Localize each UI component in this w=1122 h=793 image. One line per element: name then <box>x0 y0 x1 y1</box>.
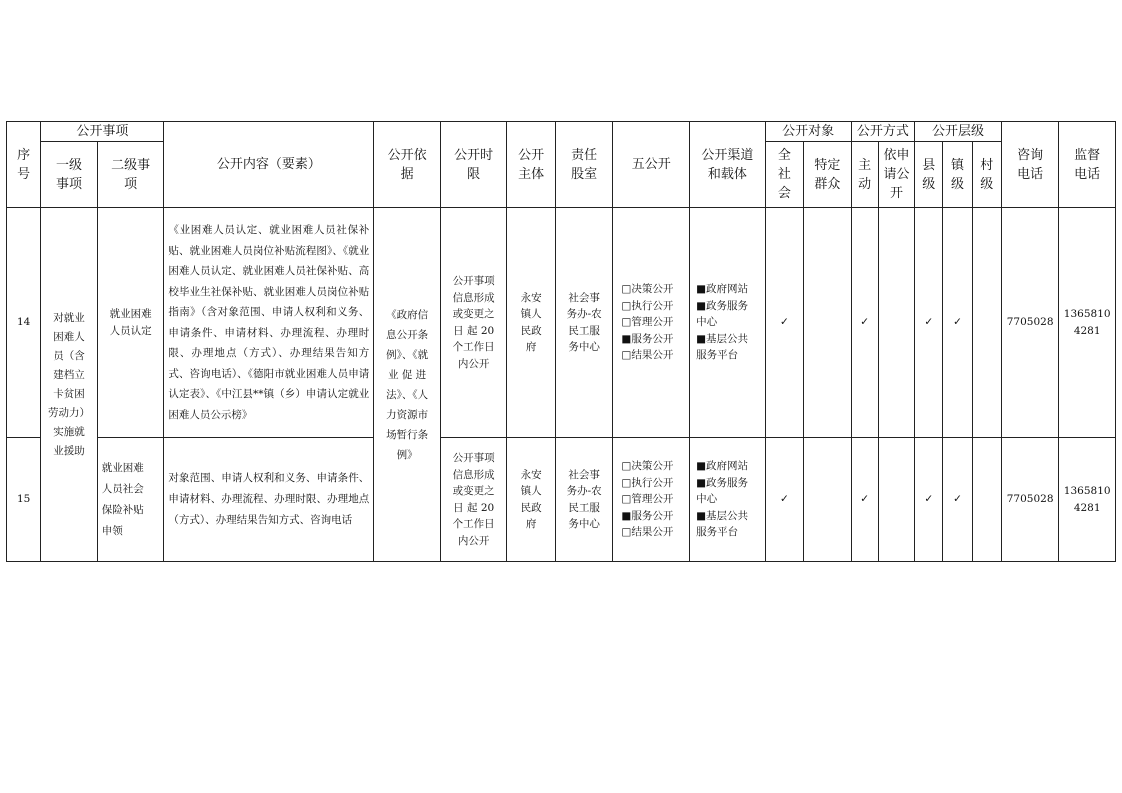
header-five: 五公开 <box>613 122 690 208</box>
header-group-target: 公开对象 <box>765 122 851 142</box>
header-supervise-phone: 监督 电话 <box>1059 122 1116 208</box>
header-seq: 序 号 <box>7 122 41 208</box>
cell-level-town: ✓ <box>943 438 972 562</box>
header-level-village: 村 级 <box>972 142 1001 208</box>
cell-consult-phone: 7705028 <box>1001 208 1059 438</box>
cell-seq: 15 <box>7 438 41 562</box>
cell-content: 对象范围、申请人权利和义务、申请条件、申请材料、办理流程、办理时限、办理地点（方式）、办理结果告知方式、咨询电话 <box>164 438 374 562</box>
cell-mode-active: ✓ <box>851 438 878 562</box>
cell-subject: 永安 镇人 民政 府 <box>507 208 555 438</box>
cell-level-county: ✓ <box>915 208 943 438</box>
table-row <box>7 208 1116 438</box>
cell-mode-active: ✓ <box>851 208 878 438</box>
cell-level-village <box>972 438 1001 562</box>
cell-target-specific <box>804 438 851 562</box>
header-content: 公开内容（要素） <box>164 122 374 208</box>
cell-time-limit: 公开事项 信息形成 或变更之 日 起 20 个工作日 内公开 <box>440 208 507 438</box>
header-group-level: 公开层级 <box>915 122 1002 142</box>
cell-target-all: ✓ <box>765 208 803 438</box>
cell-level2: 就业困难 人员社会 保险补贴 申领 <box>97 438 164 562</box>
cell-channel: ■政府网站 ■政务服务 中心 ■基层公共 服务平台 <box>690 208 766 438</box>
cell-level1: 对就业 困难人 员（含 建档立 卡贫困 劳动力） 实施就 业援助 <box>41 208 98 562</box>
header-mode-apply: 依申 请公 开 <box>878 142 914 208</box>
header-level1: 一级 事项 <box>41 142 98 208</box>
header-consult-phone: 咨询 电话 <box>1001 122 1059 208</box>
cell-target-specific <box>804 208 851 438</box>
cell-channel: ■政府网站 ■政务服务 中心 ■基层公共 服务平台 <box>690 438 766 562</box>
header-group-mode: 公开方式 <box>851 122 915 142</box>
cell-subject: 永安 镇人 民政 府 <box>507 438 555 562</box>
header-level-town: 镇 级 <box>943 142 972 208</box>
table-row <box>7 438 1116 562</box>
header-target-all: 全 社 会 <box>765 142 803 208</box>
cell-level2: 就业困难 人员认定 <box>97 208 164 438</box>
header-row-1 <box>7 122 1116 142</box>
header-time-limit: 公开时 限 <box>440 122 507 208</box>
header-basis: 公开依 据 <box>374 122 441 208</box>
header-channel: 公开渠道 和载体 <box>690 122 766 208</box>
header-group-item: 公开事项 <box>41 122 164 142</box>
cell-level-town: ✓ <box>943 208 972 438</box>
cell-supervise-phone: 1365810 4281 <box>1059 438 1116 562</box>
cell-mode-apply <box>878 438 914 562</box>
cell-dept: 社会事 务办-农 民工服 务中心 <box>555 208 613 438</box>
header-mode-active: 主 动 <box>851 142 878 208</box>
cell-level-village <box>972 208 1001 438</box>
disclosure-table <box>6 121 1116 562</box>
header-level2: 二级事 项 <box>97 142 164 208</box>
cell-consult-phone: 7705028 <box>1001 438 1059 562</box>
header-subject: 公开 主体 <box>507 122 555 208</box>
header-dept: 责任 股室 <box>555 122 613 208</box>
cell-five: □决策公开 □执行公开 □管理公开 ■服务公开 □结果公开 <box>613 208 690 438</box>
cell-content: 《业困难人员认定、就业困难人员社保补贴、就业困难人员岗位补贴流程图》、《就业困难人员认定、就业困难人员社保补贴、高校毕业生社保补贴、就业困难人员岗位补贴指南》（含对象范围、申请人权利和义务、申请条件、申请材料、办理流程、办理时限、办理地点（方式）、办理结果告知方式、咨询电话）、《德阳市就业困难人员申请认定表》、《中江县**镇（乡）申请认定就业困难人员公示榜》 <box>164 208 374 438</box>
cell-level-county: ✓ <box>915 438 943 562</box>
cell-time-limit: 公开事项 信息形成 或变更之 日 起 20 个工作日 内公开 <box>440 438 507 562</box>
cell-dept: 社会事 务办-农 民工服 务中心 <box>555 438 613 562</box>
cell-seq: 14 <box>7 208 41 438</box>
cell-target-all: ✓ <box>765 438 803 562</box>
cell-five: □决策公开 □执行公开 □管理公开 ■服务公开 □结果公开 <box>613 438 690 562</box>
header-level-county: 县 级 <box>915 142 943 208</box>
cell-supervise-phone: 1365810 4281 <box>1059 208 1116 438</box>
cell-mode-apply <box>878 208 914 438</box>
cell-basis: 《政府信 息公开条 例》、《就 业 促 进 法》、《人 力资源市 场暂行条 例》 <box>374 208 441 562</box>
header-target-specific: 特定 群众 <box>804 142 851 208</box>
